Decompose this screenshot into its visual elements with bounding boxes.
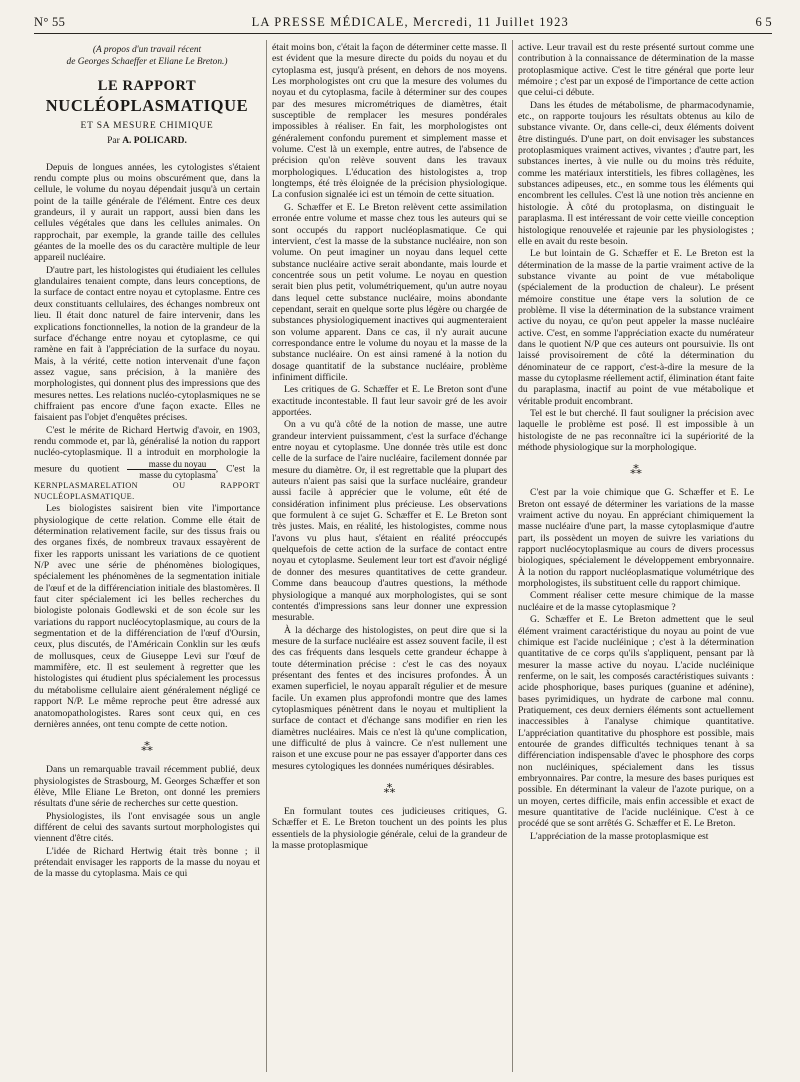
paragraph: Comment réaliser cette mesure chimique de la masse nucléaire et de la masse cytoplasmique ? xyxy=(518,590,754,613)
paragraph: En formulant toutes ces judicieuses critiques, G. Schæffer et E. Le Breton touchent un des points les plus essentiels de la physiologie générale, celui de la grandeur de la masse protoplasmique xyxy=(272,806,507,852)
paragraph: C'est le mérite de Richard Hertwig d'avoir, en 1903, rendu commode et, par là, généralisé la notion du rapport nucléo-cytoplasmique. Il a introduit en morphologie la mesure du quotient $\frac{\text{masse du noyau}}{\text{masse du cytoplasma}}$ , C'est la KERNPLASMARELATION OU RAPPORT NUCLÉOPLASMATIQUE. xyxy=(34,424,260,501)
byline: Par A. POLICARD. xyxy=(107,136,187,147)
nucleus-cytoplasm-quotient: $\frac{\text{masse du noyau}}{\text{masse du cytoplasma}}$ xyxy=(127,459,215,480)
paragraph: Dans un remarquable travail récemment publié, deux physiologistes de Strasbourg, M. Georges Schæffer et son élève, Mlle Eliane Le Breton, ont donné les premiers résultats d'une série de recherches sur cette question. xyxy=(34,764,260,810)
article-context: (A propos d'un travail récent de Georges Schaeffer et Eliane Le Breton.) xyxy=(66,45,228,67)
column-1 xyxy=(34,42,260,1072)
column-divider xyxy=(512,40,513,1072)
article-title-line1: LE RAPPORT xyxy=(97,78,197,94)
paragraph: G. Schæffer et E. Le Breton admettent que le seul élément vraiment caractéristique du noyau au point de vue chimique est l'acide nucléinique ; c'est à la détermination quantitative de ce corps qu'ils s'appliquent, pensant par là mesurer la masse active du noyau. L'acide nucléinique renferme, on le sait, les composés caractéristiques suivants : acide phosphorique, bases puriques (guanine et adénine), bases pyrimidiques, un hydrate de carbone mal connu. Pratiquement, ces deux derniers éléments sont actuellement inaccessibles à l'analyse chimique quantitative. L'appréciation quantitative du phosphore est possible, mais entourée de grandes difficultés techniques tenant à sa différenciation indispensable d'avec le phosphore des corps non nucléiniques, spécialement dans les tissus embryonnaires. Par contre, la mesure des bases puriques est possible. En déterminant la valeur de l'azote purique, on a un moyen, certes difficile, mais enfin accessible et exact de mesure quantitative de l'acide nucléinique. C'est à ce procédé que se sont arrêtés G. Schæffer et E. Le Breton. xyxy=(518,614,754,830)
paragraph: D'autre part, les histologistes qui étudiaient les cellules glandulaires tenaient compte, dans leurs conceptions, de la surface de contact entre noyau et cytoplasme. Entre ces deux constituants cellulaires, des échanges nombreux ont lieu. Il était donc naturel de faire intervenir, dans les explications fonctionnelles, la notion de la grandeur de la surface d'échange entre noyau et cytoplasme, ce qui ramène en fait à l'appréciation de la surface du noyau. Mais, à la vérité, cette notion intervenait d'une façon assez vague, sans précision, à la manière des morphologistes, qui donnent plus des impressions que des mesures nettes. Les relations nucléo-cytoplasmiques ne se chiffraient pas encore d'une façon exacte. Elles ne faisaient pas l'objet d'enquêtes précises. xyxy=(34,264,260,424)
paragraph: active. Leur travail est du reste présenté surtout comme une contribution à la connaissance de détermination de la masse protoplasmique active. C'est le titre général que porte leur mémoire ; c'est par un exposé de l'importance de cette action que celui-ci débute. xyxy=(518,42,754,99)
header-rule xyxy=(34,33,772,34)
author-name: A. POLICARD. xyxy=(122,136,187,147)
article-title-line2: NUCLÉOPLASMATIQUE xyxy=(45,96,249,115)
page-header xyxy=(34,14,772,30)
paragraph: Dans les études de métabolisme, de pharmacodynamie, etc., on rapporte toujours les résultats obtenus au kilo de substance vivante. Or, dans celle-ci, deux éléments doivent être distingués. D'une part, on doit envisager les substances protoplasmiques vraiment actives, vivantes ; d'autre part, les substances inertes, à vie nulle ou du moins très réduite, comme les matériaux interstitiels, les fibres collagènes, les substances adipeuses, etc., en somme tous les éléments qui encombrent les cellules. C'est là une notion très ancienne en histologie. À côté du protoplasma, on distinguait le paraplasma. Il est intéressant de voir cette vieille conception histologique renouvelée et rajeunie par les physiologistes ; elle en avait du reste besoin. xyxy=(518,99,754,247)
paragraph: À la décharge des histologistes, on peut dire que si la mesure de la surface nucléaire est assez souvent facile, il est des cas fréquents dans lesquels cette grandeur échappe à toute détermination précise : c'est le cas des noyaux présentant des fentes et des incisures profondes. À un examen superficiel, le noyau apparaît régulier et de mesure facile. Un examen plus approfondi montre que des lames cytoplasmiques pénètrent dans le noyau et multiplient la surface de contact et d'échange sans modifier en rien les diamètres nucléaires. Mais ce n'est là qu'une complication, une difficulté de plus à vaincre. Ce n'est nullement une raison et une excuse pour ne pas essayer d'apporter dans ces mesures cytologiques les données numériques désirables. xyxy=(272,624,507,772)
paragraph: était moins bon, c'était la façon de déterminer cette masse. Il est évident que la mesure directe du poids du noyau et du cytoplasma est, jusqu'à présent, en dehors de nos moyens. Les morphologistes ont cru que la mesure des volumes du noyau et du cytoplasma, facile à déterminer sur des coupes par des mesures micrométriques de diamètres, était susceptible de remplacer les mesures pondérales impossibles à réaliser. En fait, les morphologistes ont généralement confondu purement et simplement masse et volume. C'est là un exemple, entre autres, de l'absence de précision qu'on relève souvent dans les travaux morphologiques. L'éducation des histologistes a, trop longtemps, été très éloignée de la précision physiologique. La confusion signalée ici est un témoin de cette situation. xyxy=(272,42,507,201)
paragraph: On a vu qu'à côté de la notion de masse, une autre grandeur intervient puissamment, c'est la surface d'échange entre noyau et cytoplasme. Une donnée très utile est donc celle de la surface de l'aire nucléaire, facilement donnée par mesure du diamètre. Or, il est regrettable que la plupart des auteurs n'aient pas saisi que la surface nucléaire, grandeur aussi facile à apprécier que le volume, eût été de considération infiniment plus précieuse. Les observations que formulent à ce sujet G. Schæffer et E. Le Breton sont très justes. Mais, en réalité, les histologistes, comme nous l'avons vu plus haut, s'étaient en réalité préoccupés quelquefois de cette action de la surface de contact entre noyau et cytoplasme. Seulement leur tort est d'avoir négligé de donner des mesures quantitatives de cette grandeur. Comme dans beaucoup d'autres questions, la méthode physiologique a manqué aux morphologistes, qui se sont contentés d'impressions sans leur donner une expression mesurable. xyxy=(272,419,507,624)
paragraph: L'appréciation de la masse protoplasmique est xyxy=(530,830,709,842)
section-separator: ⁂ xyxy=(383,782,396,796)
paragraph: G. Schæffer et E. Le Breton relèvent cette assimilation erronée entre volume et masse chez tous les auteurs qui se sont occupés du rapport nucléoplasmatique. Ce qui intervient, c'est la masse de la substance nucléaire, non son volume. On peut imaginer un noyau dans lequel cette substance nucléaire active serait abondante, mais lourde et concentrée sous un petit volume. Le noyau en question serait bien plus petit, volumétriquement, qu'un autre noyau dans lequel cette substance nucléaire, moins abondante cependant, serait en quelque sorte plus légère ou chargée de substances physiologiquement inactives qui augmenteraient son volume apparent. Dans ce cas, il n'y aurait aucune correspondance entre le volume du noyau et la masse de la substance nucléaire. On est ainsi ramené à la notion du dosage quantitatif de la substance nucléaire, problème infiniment difficile. xyxy=(272,201,507,383)
section-separator: ⁂ xyxy=(630,463,642,478)
issue-number: N° 55 xyxy=(34,14,66,29)
journal-title: LA PRESSE MÉDICALE, Mercredi, 11 Juillet 1923 xyxy=(251,14,570,29)
column-3 xyxy=(518,42,754,1072)
paragraph: Le but lointain de G. Schæffer et E. Le Breton est la détermination de la masse de la partie vraiment active de la substance vivante au point de vue métabolique (spécialement de la production de chaleur). Le présent mémoire constitue une étape vers la solution de ce problème. Il vise la détermination de la substance vraiment active du noyau, ce qu'on peut appeler la masse nucléaire active. C'est, en somme l'appréciation exacte du numérateur dans le quotient N/P que ces auteurs ont poursuivie. Ils ont laissé provisoirement de côté la détermination du dénominateur de ce rapport, c'est-à-dire la mesure de la masse du cytoplasme réellement actif, élimination étant faite du paraplasma, inactif au point de vue métabolique et véritable produit encombrant. xyxy=(518,248,754,407)
column-divider xyxy=(266,40,267,1072)
page-number: 6 5 xyxy=(755,14,772,29)
column-2 xyxy=(272,42,507,1072)
paragraph: Les biologistes saisirent bien vite l'importance physiologique de cette relation. Comme elle était de détermination relativement facile, sur des tissus frais ou des organes fixés, de nombreux travaux essayèrent de fixer les rapports unissant les variations de ce quotient N/P avec une série de phénomènes biologiques, spécialement les phénomènes de la segmentation initiale de l'œuf et de la différenciation initiale des blastomères. Il faut citer spécialement ici les belles recherches du biologiste polonais Godlewski et de son école sur les variations du rapport nucléocytoplasmique, au cours de la segmentation et de la différenciation de l'œuf d'Oursin, ceux, plus discutés, de l'Américain Conklin sur les œufs de mollusques, ceux de Giuseppe Levi sur l'œuf de mammifère, etc. Il est seulement à regretter que les histologistes qui étudient plus spécialement les processus du métabolisme cellulaire aient généralement négligé ce rapport N/P. Le même reproche peut être adressé aux anatomopathologistes. Rares sont ceux qui, en ces dernières années, ont tenu compte de cette notion. xyxy=(34,503,260,730)
paragraph: L'idée de Richard Hertwig était très bonne ; il prétendait envisager les rapports de la masse du noyau et de la masse du cytoplasma. Mais ce qui xyxy=(34,845,260,880)
paragraph: Physiologistes, ils l'ont envisagée sous un angle différent de celui des savants surtout morphologistes qui viennent d'être cités. xyxy=(34,810,260,845)
paragraph: Les critiques de G. Schæffer et E. Le Breton sont d'une exactitude incontestable. Il faut leur savoir gré de les avoir apportées. xyxy=(272,384,507,418)
section-separator: ⁂ xyxy=(141,740,153,755)
paragraph: Tel est le but cherché. Il faut souligner la précision avec laquelle le problème est posé. Il est impossible à un histologiste de ne pas reconnaître ici la supériorité de la méthode physiologique sur la morphologique. xyxy=(518,408,754,454)
paragraph: C'est par la voie chimique que G. Schæffer et E. Le Breton ont essayé de déterminer les variations de la masse vraiment active du noyau. En appréciant chimiquement la masse nucléaire d'une part, la masse cytoplasmique d'autre part, ils possèdent un moyen de suivre les variations du rapport nucléocytoplasmique au cours de divers processus biologiques, spécialement le développement embryonnaire. À la notion du rapport nucléoplasmatique volumétrique des morphologistes, ils substituent celle du rapport chimique. xyxy=(518,487,754,590)
article-subtitle: ET SA MESURE CHIMIQUE xyxy=(80,121,214,131)
paragraph: Depuis de longues années, les cytologistes s'étaient rendu compte plus ou moins obscurément que, dans la cellule, le volume du noyau dépendait jusqu'à un certain point de la taille générale de l'élément. Entre ces deux grandeurs, il y aurait un rapport, aussi bien dans les cellules végétales que dans les cellules animales. On rapprochait, par exemple, la grande taille des cellules géantes de la moelle des os du caractère multiple de leur appareil nucléaire. xyxy=(34,161,260,264)
